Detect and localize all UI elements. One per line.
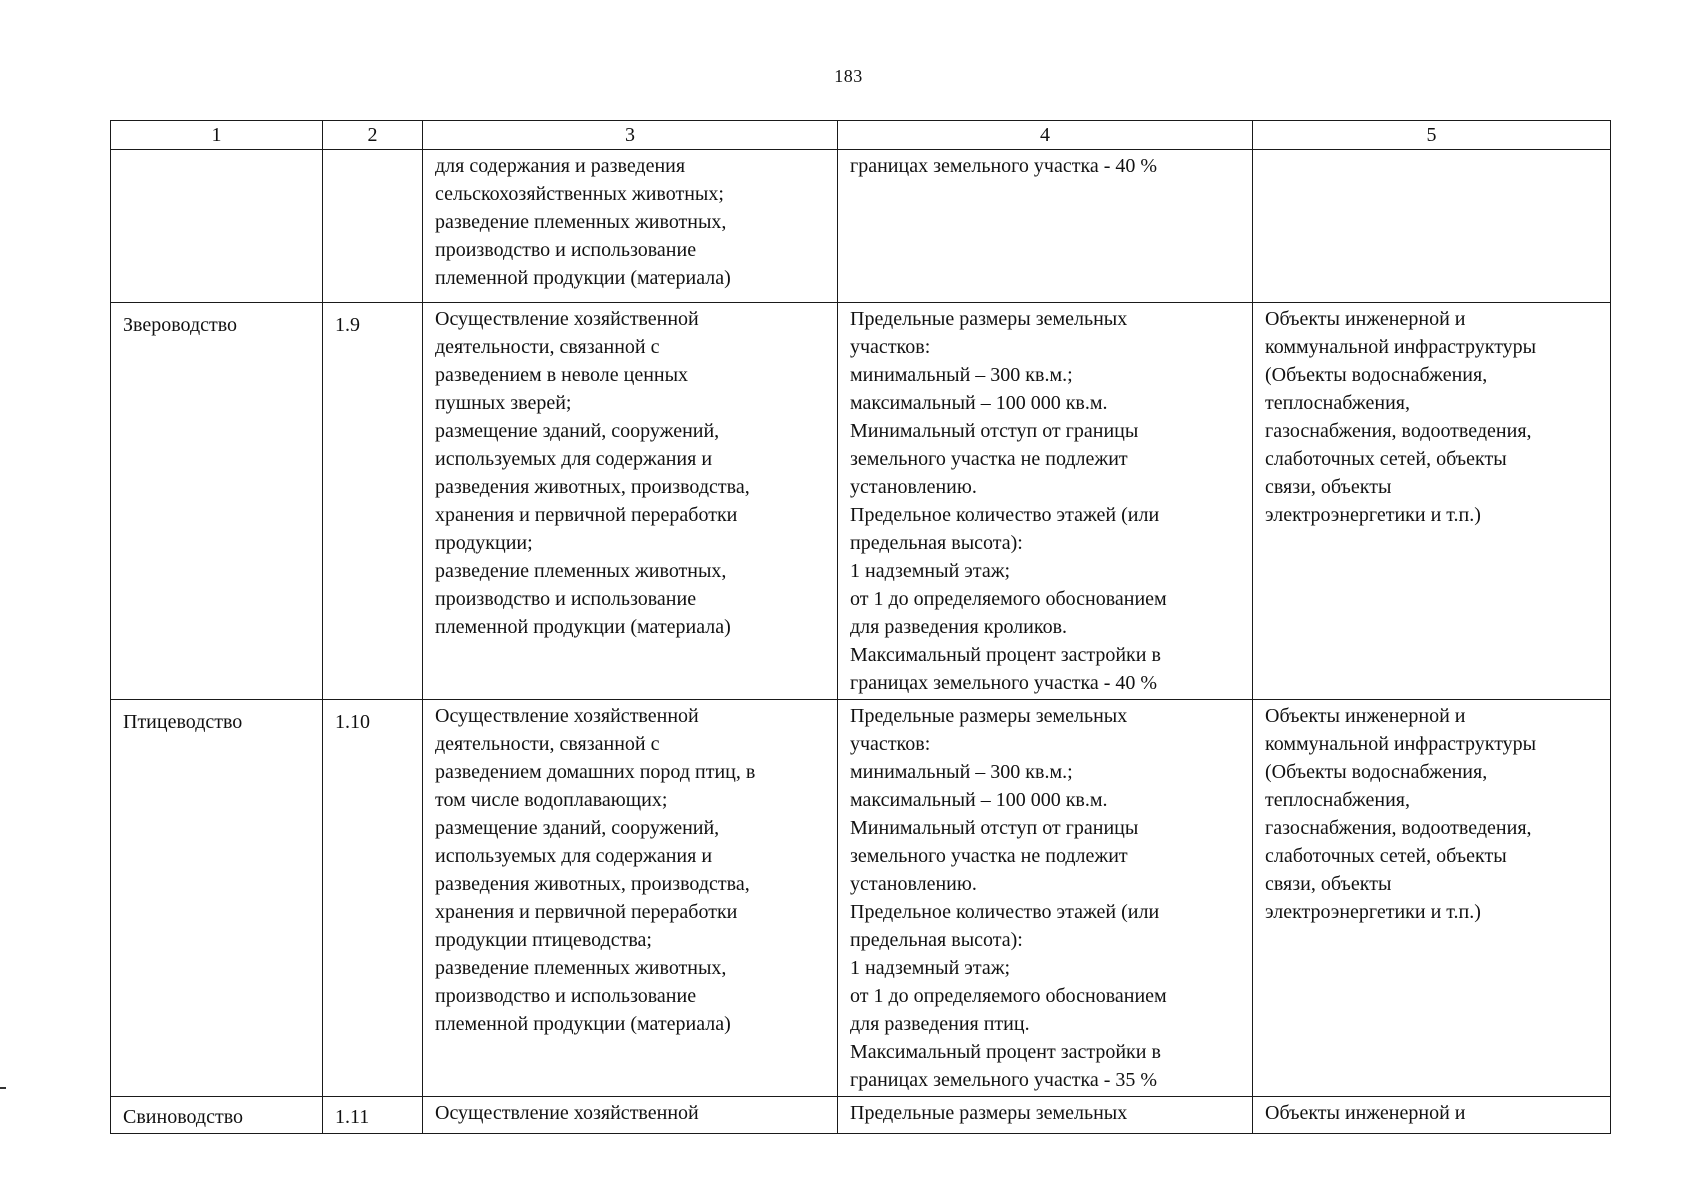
- cell-line: (Объекты водоснабжения,: [1265, 761, 1488, 783]
- page-number: 183: [834, 66, 863, 86]
- cell-line: установлению.: [850, 873, 977, 895]
- table-header-row: [111, 121, 1611, 150]
- cell-line: используемых для содержания и: [435, 845, 713, 867]
- cell-line: минимальный – 300 кв.м.;: [850, 364, 1073, 386]
- description-cell: [423, 303, 838, 700]
- cell-line: производство и использование: [435, 985, 697, 1007]
- cell-line: производство и использование: [435, 239, 697, 261]
- column-header-4: 4: [838, 121, 1253, 150]
- table-row: [111, 150, 1611, 303]
- cell-line: Предельное количество этажей (или: [850, 504, 1160, 526]
- cell-line: Объекты инженерной и: [1265, 705, 1466, 727]
- column-header-5: 5: [1253, 121, 1611, 150]
- cell-line: деятельности, связанной с: [435, 733, 660, 755]
- cell-line: газоснабжения, водоотведения,: [1265, 420, 1532, 442]
- column-header-1: 1: [111, 121, 323, 150]
- cell-line: земельного участка не подлежит: [850, 845, 1128, 867]
- description-cell: [423, 150, 838, 303]
- name-cell: [111, 150, 323, 303]
- objects-cell: [1253, 700, 1611, 1097]
- cell-line: предельная высота):: [850, 532, 1023, 554]
- cell-line: электроэнергетики и т.п.): [1265, 901, 1481, 923]
- cell-line: электроэнергетики и т.п.): [1265, 504, 1481, 526]
- parameters-cell: [838, 700, 1253, 1097]
- column-header-2: 2: [323, 121, 423, 150]
- cell-line: газоснабжения, водоотведения,: [1265, 817, 1532, 839]
- cell-line: Предельное количество этажей (или: [850, 901, 1160, 923]
- parameters-cell: [838, 1097, 1253, 1134]
- objects-cell: [1253, 303, 1611, 700]
- cell-line: теплоснабжения,: [1265, 789, 1410, 811]
- cell-line: Максимальный процент застройки в: [850, 1041, 1161, 1063]
- description-cell: [423, 700, 838, 1097]
- cell-line: максимальный – 100 000 кв.м.: [850, 789, 1108, 811]
- cell-line: разведением в неволе ценных: [435, 364, 689, 386]
- cell-line: связи, объекты: [1265, 873, 1392, 895]
- cell-line: от 1 до определяемого обоснованием: [850, 985, 1167, 1007]
- cell-line: слаботочных сетей, объекты: [1265, 845, 1507, 867]
- cell-line: размещение зданий, сооружений,: [435, 817, 720, 839]
- cell-line: разведения животных, производства,: [435, 873, 750, 895]
- cell-line: от 1 до определяемого обоснованием: [850, 588, 1167, 610]
- parameters-cell: [838, 150, 1253, 303]
- cell-line: хранения и первичной переработки: [435, 901, 738, 923]
- cell-line: для разведения кроликов.: [850, 616, 1068, 638]
- cell-line: коммунальной инфраструктуры: [1265, 733, 1537, 755]
- cell-line: участков:: [850, 336, 931, 358]
- cell-line: племенной продукции (материала): [435, 267, 731, 289]
- cell-line: связи, объекты: [1265, 476, 1392, 498]
- cell-line: предельная высота):: [850, 929, 1023, 951]
- cell-line: Минимальный отступ от границы: [850, 817, 1139, 839]
- name-cell: Свиноводство: [111, 1097, 323, 1134]
- cell-line: максимальный – 100 000 кв.м.: [850, 392, 1108, 414]
- cell-line: продукции;: [435, 532, 533, 554]
- cell-line: Объекты инженерной и: [1265, 1102, 1466, 1124]
- cell-line: размещение зданий, сооружений,: [435, 420, 720, 442]
- cell-line: разведением домашних пород птиц, в: [435, 761, 756, 783]
- cell-line: разведение племенных животных,: [435, 211, 727, 233]
- cell-line: теплоснабжения,: [1265, 392, 1410, 414]
- name-cell: Звероводство: [111, 303, 323, 700]
- cell-line: (Объекты водоснабжения,: [1265, 364, 1488, 386]
- cell-line: Максимальный процент застройки в: [850, 644, 1161, 666]
- code-cell: [323, 150, 423, 303]
- cell-line: племенной продукции (материала): [435, 1013, 731, 1035]
- cell-line: установлению.: [850, 476, 977, 498]
- land-use-table: [110, 120, 1611, 1134]
- cell-line: том числе водоплавающих;: [435, 789, 668, 811]
- cell-line: продукции птицеводства;: [435, 929, 652, 951]
- cell-line: Предельные размеры земельных: [850, 1102, 1128, 1124]
- cell-line: для разведения птиц.: [850, 1013, 1030, 1035]
- cell-line: 1 надземный этаж;: [850, 957, 1011, 979]
- cell-line: границах земельного участка - 40 %: [850, 672, 1158, 694]
- cell-line: Объекты инженерной и: [1265, 308, 1466, 330]
- parameters-cell: [838, 303, 1253, 700]
- cell-line: коммунальной инфраструктуры: [1265, 336, 1537, 358]
- cell-line: участков:: [850, 733, 931, 755]
- code-cell: 1.9: [323, 303, 423, 700]
- table-row: [111, 1097, 1611, 1134]
- cell-line: сельскохозяйственных животных;: [435, 183, 724, 205]
- cell-line: слаботочных сетей, объекты: [1265, 448, 1507, 470]
- cell-line: разведения животных, производства,: [435, 476, 750, 498]
- column-header-3: 3: [423, 121, 838, 150]
- cell-line: 1 надземный этаж;: [850, 560, 1011, 582]
- cell-line: Предельные размеры земельных: [850, 308, 1128, 330]
- cell-line: Предельные размеры земельных: [850, 705, 1128, 727]
- cell-line: Осуществление хозяйственной: [435, 308, 699, 330]
- cell-line: пушных зверей;: [435, 392, 572, 414]
- objects-cell: [1253, 1097, 1611, 1134]
- cell-line: хранения и первичной переработки: [435, 504, 738, 526]
- table-row: [111, 303, 1611, 700]
- cell-line: для содержания и разведения: [435, 155, 686, 177]
- cell-line: Осуществление хозяйственной: [435, 705, 699, 727]
- cell-line: границах земельного участка - 35 %: [850, 1069, 1158, 1091]
- code-cell: 1.10: [323, 700, 423, 1097]
- cell-line: производство и использование: [435, 588, 697, 610]
- cell-line: минимальный – 300 кв.м.;: [850, 761, 1073, 783]
- table-body: [111, 150, 1611, 1134]
- cell-line: Осуществление хозяйственной: [435, 1102, 699, 1124]
- objects-cell: [1253, 150, 1611, 303]
- cell-line: племенной продукции (материала): [435, 616, 731, 638]
- cell-line: границах земельного участка - 40 %: [850, 155, 1158, 177]
- cell-line: деятельности, связанной с: [435, 336, 660, 358]
- cell-line: земельного участка не подлежит: [850, 448, 1128, 470]
- margin-mark: [0, 1087, 6, 1089]
- description-cell: [423, 1097, 838, 1134]
- cell-line: используемых для содержания и: [435, 448, 713, 470]
- name-cell: Птицеводство: [111, 700, 323, 1097]
- cell-line: разведение племенных животных,: [435, 957, 727, 979]
- cell-line: Минимальный отступ от границы: [850, 420, 1139, 442]
- cell-line: разведение племенных животных,: [435, 560, 727, 582]
- table-row: [111, 700, 1611, 1097]
- code-cell: 1.11: [323, 1097, 423, 1134]
